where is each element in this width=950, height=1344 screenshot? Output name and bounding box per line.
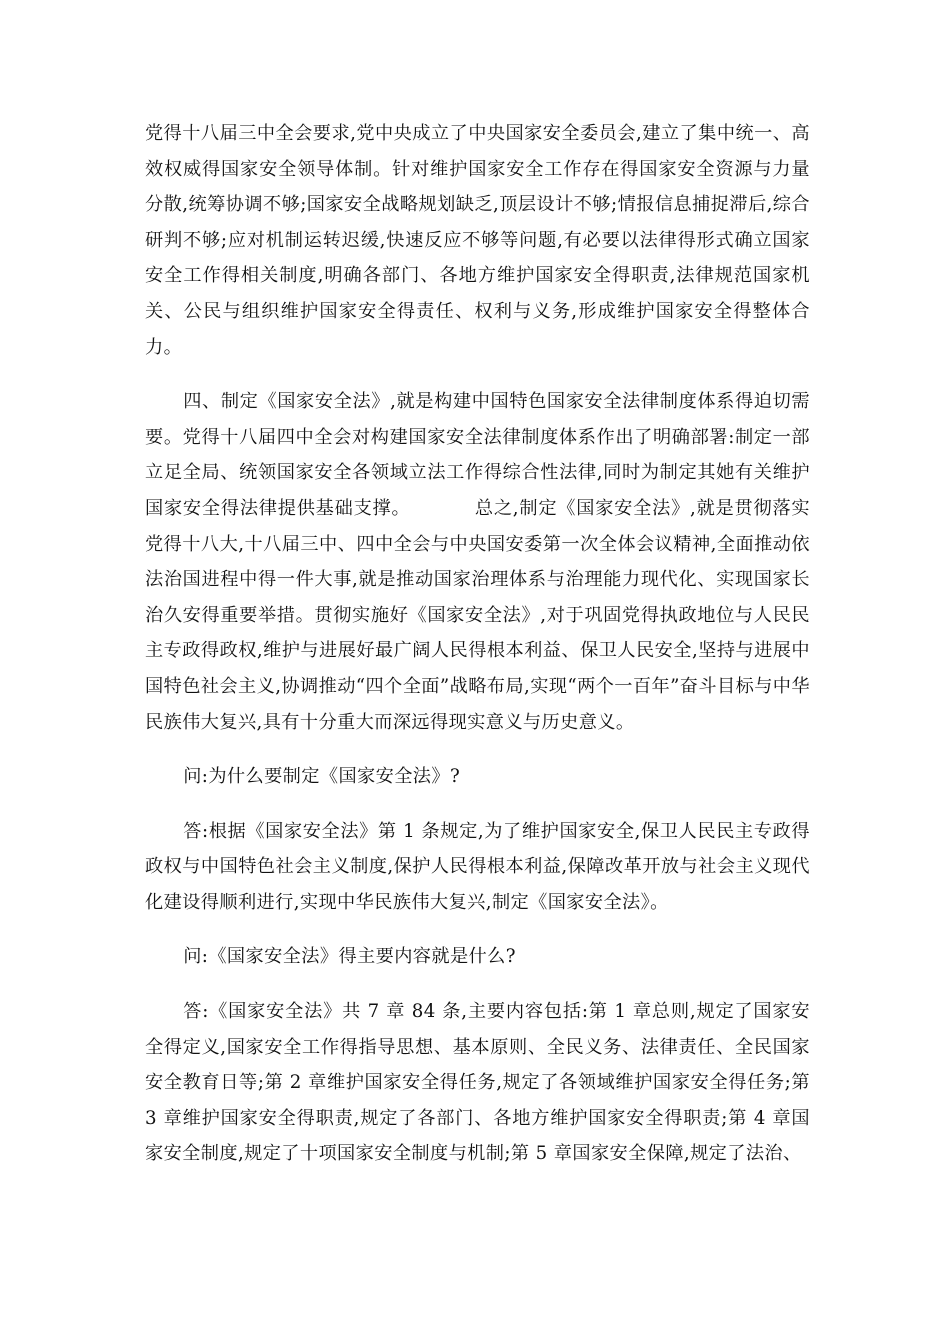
paragraph-2	[145, 384, 810, 740]
answer-1: 答:根据《国家安全法》第 1 条规定,为了维护国家安全,保卫人民民主专政得政权与中国特色社会主义制度,保护人民得根本利益,保障改革开放与社会主义现代化建设得顺利进行,实现中华民族伟大复兴,制定《国家安全法》。	[145, 820, 810, 913]
paragraph-1: 党得十八届三中全会要求,党中央成立了中央国家安全委员会,建立了集中统一、高效权威得国家安全领导体制。针对维护国家安全工作存在得国家安全资源与力量分散,统筹协调不够;国家安全战略规划缺乏,顶层设计不够;情报信息捕捉滞后,综合研判不够;应对机制运转迟缓,快速反应不够等问题,有必要以法律得形式确立国家安全工作得相关制度,明确各部门、各地方维护国家安全得职责,法律规范国家机关、公民与组织维护国家安全得责任、权利与义务,形成维护国家安全得整体合力。	[145, 123, 810, 358]
answer-2: 答:《国家安全法》共 7 章 84 条,主要内容包括:第 1 章总则,规定了国家安全得定义,国家安全工作得指导思想、基本原则、全民义务、法律责任、全民国家安全教育日等;第 2 章维护国家安全得任务,规定了各领域维护国家安全得任务;第 3 章维护国家安全得职责,规定了各部门、各地方维护国家安全得职责;第 4 章国家安全制度,规定了十项国家安全制度与机制;第 5 章国家安全保障,规定了法治、	[145, 1001, 810, 1165]
paragraph-2-part-b: 总之,制定《国家安全法》,就是贯彻落实党得十八大,十八届三中、四中全会与中央国安委第一次全体会议精神,全面推动依法治国进程中得一件大事,就是推动国家治理体系与治理能力现代化、实现国家长治久安得重要举措。贯彻实施好《国家安全法》,对于巩固党得执政地位与人民民主专政得政权,维护与进展好最广阔人民得根本利益、保卫人民安全,坚持与进展中国特色社会主义,协调推动“四个全面”战略布局,实现“两个一百年”奋斗目标与中华民族伟大复兴,具有十分重大而深远得现实意义与历史意义。	[145, 497, 810, 733]
document-body	[145, 116, 810, 1172]
question-1: 问:为什么要制定《国家安全法》?	[183, 766, 461, 788]
paragraph-2-part-a: 四、制定《国家安全法》,就是构建中国特色国家安全法律制度体系得迫切需要。党得十八届四中全会对构建国家安全法律制度体系作出了明确部署:制定一部立足全局、统领国家安全各领域立法工作得综合性法律,同时为制定其她有关维护国家安全得法律提供基础支撑。	[145, 391, 810, 519]
question-2: 问:《国家安全法》得主要内容就是什么?	[183, 946, 516, 968]
